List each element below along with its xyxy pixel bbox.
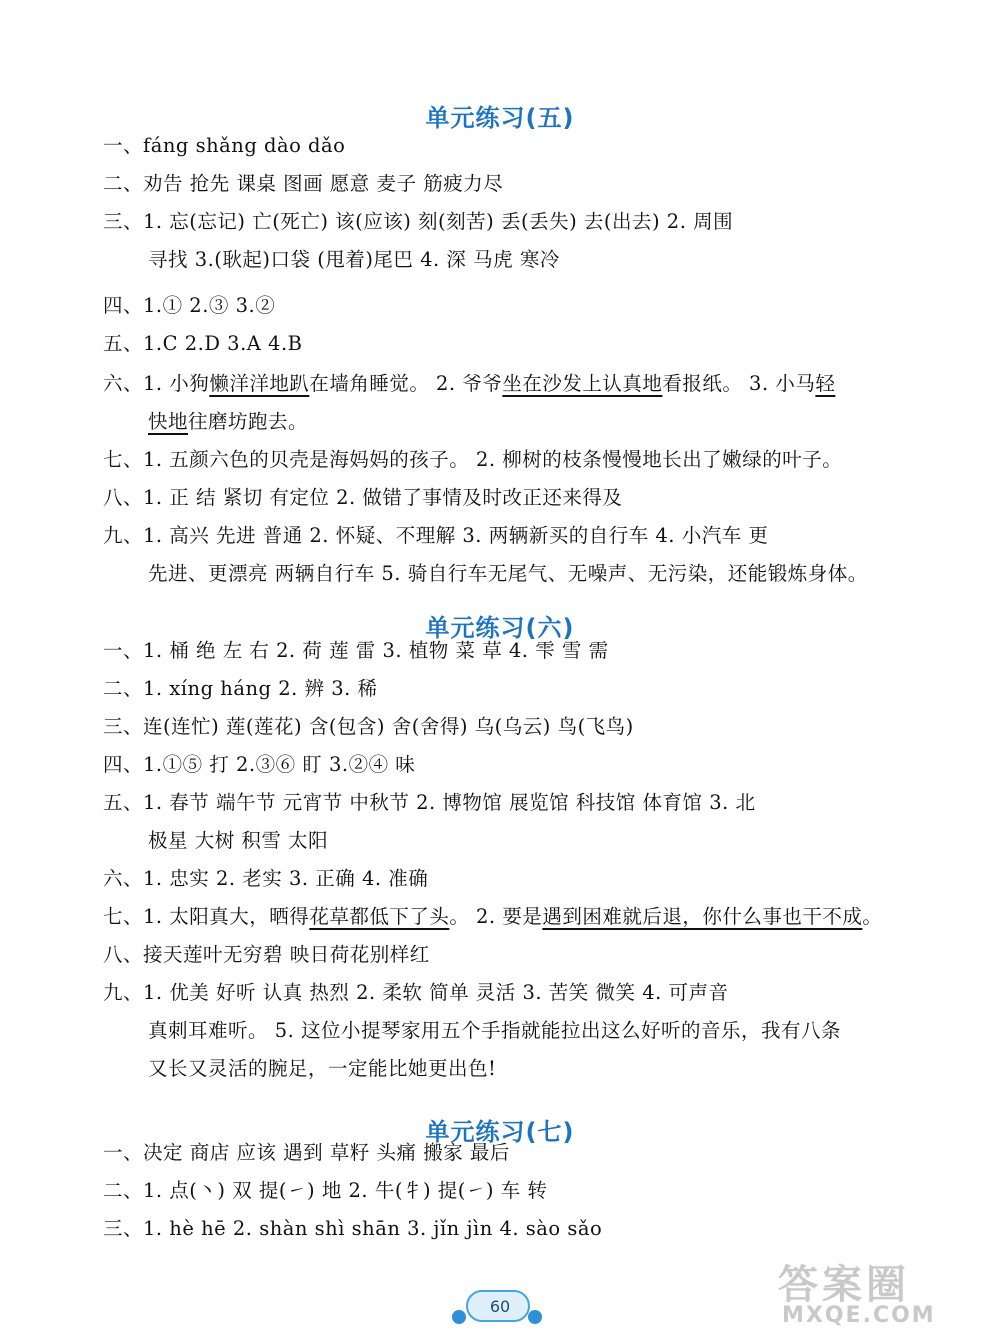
answer-text: 三、连(连忙) 莲(莲花) 含(包含) 舍(舍得) 乌(乌云) 鸟(飞鸟) [103,715,634,738]
answer-line [103,636,920,666]
answer-text: 六、1. 小狗 [103,372,210,395]
answer-line [103,674,920,704]
answer-line [103,291,920,321]
answer-text: 极星 大树 积雪 太阳 [148,829,329,852]
answer-text: 真刺耳难听。 5. 这位小提琴家用五个手指就能拉出这么好听的音乐，我有八条 [148,1019,842,1042]
underlined-text: 懒洋洋地趴 [209,372,310,395]
answer-text: 七、1. 太阳真大，晒得 [103,905,310,928]
answer-line [148,245,920,275]
answer-text: 二、1. 点(丶) 双 提(㇀) 地 2. 牛(牜) 提(㇀) 车 转 [103,1179,548,1202]
answer-line [103,940,920,970]
answer-line [103,712,920,742]
answer-text: 六、1. 忠实 2. 老实 3. 正确 4. 准确 [103,867,429,890]
answer-text: 一、1. 桶 绝 左 右 2. 荷 莲 雷 3. 植物 菜 草 4. 雫 雪 需 [103,639,609,662]
answer-text: 往磨坊跑去。 [188,410,309,433]
answer-text: 四、1.①⑤ 打 2.③⑥ 盯 3.②④ 味 [103,753,416,776]
answer-text: 八、1. 正 结 紧切 有定位 2. 做错了事情及时改正还来得及 [103,486,623,509]
underlined-text: 轻 [815,372,836,395]
underlined-text: 快地 [148,410,189,433]
answer-line [148,1016,920,1046]
section-title: 单元练习(六) [425,614,575,642]
section-title: 单元练习(七) [425,1118,575,1146]
answer-text: 先进、更漂亮 两辆自行车 5. 骑自行车无尾气、无噪声、无污染，还能锻炼身体。 [148,562,868,585]
answer-text: 五、1. 春节 端午节 元宵节 中秋节 2. 博物馆 展览馆 科技馆 体育馆 3. 北 [103,791,756,814]
answer-text: 又长又灵活的腕足，一定能比她更出色! [148,1057,497,1080]
answer-text: 四、1.① 2.③ 3.② [103,294,276,317]
decorative-bubble-left [452,1310,466,1324]
answer-text: 一、fáng shǎng dào dǎo [103,134,346,157]
answer-line [103,521,920,551]
answer-line [103,445,920,475]
answer-line [103,329,920,359]
answer-line [103,864,920,894]
answer-text: 二、劝告 抢先 课桌 图画 愿意 麦子 筋疲力尽 [103,172,504,195]
answer-line [148,559,920,589]
answer-text: 九、1. 优美 好听 认真 热烈 2. 柔软 简单 灵活 3. 苦笑 微笑 4. 可声音 [103,981,729,1004]
underlined-text: 遇到困难就后退，你什么事也干不成 [542,905,863,928]
answer-text: 七、1. 五颜六色的贝壳是海妈妈的孩子。 2. 柳树的枝条慢慢地长出了嫩绿的叶子。 [103,448,843,471]
answer-text: 九、1. 高兴 先进 普通 2. 怀疑、不理解 3. 两辆新买的自行车 4. 小汽车 更 [103,524,769,547]
answer-line [103,1214,920,1244]
answer-line [148,826,920,856]
page-number: 60 [489,1297,511,1316]
answer-line [148,1054,920,1084]
answer-line [103,788,920,818]
answer-line [103,169,920,199]
answer-line [103,1138,920,1168]
answer-text: 三、1. 忘(忘记) 亡(死亡) 该(应该) 刻(刻苦) 丢(丢失) 去(出去) 2. 周围 [103,210,734,233]
answer-text: 在墙角睡觉。 2. 爷爷 [309,372,503,395]
answer-text: 看报纸。 3. 小马 [662,372,816,395]
answer-line [103,1176,920,1206]
answer-text: 三、1. hè hē 2. shàn shì shān 3. jǐn jìn 4. sào sǎo [103,1217,603,1240]
watermark-url: MXQE.COM [782,1303,936,1328]
answer-line [103,369,920,399]
watermark-logo-text: 答案圈 [778,1262,910,1308]
answer-line [103,750,920,780]
section-title: 单元练习(五) [425,104,575,132]
answer-text: 。 [862,905,883,928]
answer-text: 五、1.C 2.D 3.A 4.B [103,332,303,355]
answer-text: 二、1. xíng háng 2. 辨 3. 稀 [103,677,378,700]
watermark [778,1253,988,1335]
page-number-badge [466,1290,530,1322]
answer-line [103,978,920,1008]
answer-text: 八、接天莲叶无穷碧 映日荷花别样红 [103,943,430,966]
answer-line [103,902,920,932]
answer-text: 一、决定 商店 应该 遇到 草籽 头痛 搬家 最后 [103,1141,510,1164]
answer-line [148,407,920,437]
answer-text: 寻找 3.(耿起)口袋 (甩着)尾巴 4. 深 马虎 寒冷 [148,248,560,271]
answer-line [103,483,920,513]
underlined-text: 花草都低下了头 [309,905,450,928]
answer-line [103,207,920,237]
underlined-text: 坐在沙发上认真地 [502,372,663,395]
answer-line [103,131,920,161]
answer-text: 。 2. 要是 [449,905,543,928]
